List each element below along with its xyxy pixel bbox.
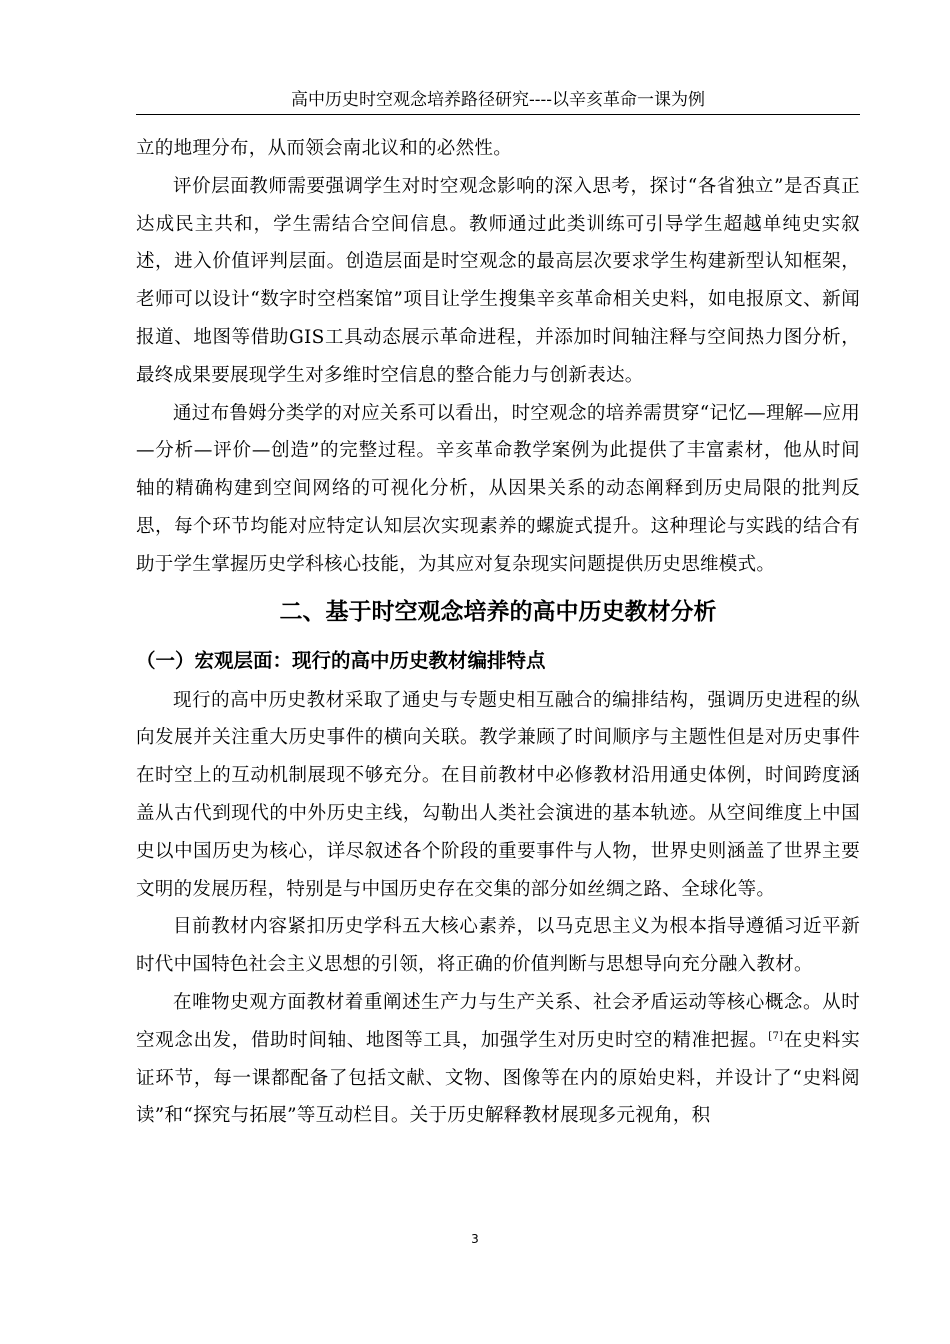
paragraph-continuation: 立的地理分布，从而领会南北议和的必然性。 <box>136 138 513 159</box>
subsection-heading: （一）宏观层面：现行的高中历史教材编排特点 <box>136 648 546 672</box>
paragraph-textbook-structure: 现行的高中历史教材采取了通史与专题史相互融合的编排结构，强调历史进程的纵向发展并关注重大历史事件的横向关联。教学兼顾了时间顺序与主题性但是对历史事件在时空上的互动机制展现不够充分。在目前教材中必修教材沿用通史体例，时间跨度涵盖从古代到现代的中外历史主线，勾勒出人类社会演进的基本轨迹。从空间维度上中国史以中国历史为核心，详尽叙述各个阶段的重要事件与人物，世界史则涵盖了世界主要文明的发展历程，特别是与中国历史存在交集的部分如丝绸之路、全球化等。 <box>136 689 860 900</box>
paragraph-core-literacy: 目前教材内容紧扣历史学科五大核心素养，以马克思主义为根本指导遵循习近平新时代中国特色社会主义思想的引领，将正确的价值判断与思想导向充分融入教材。 <box>136 916 860 976</box>
page-number: 3 <box>471 1232 479 1246</box>
paragraph-text-part: 在唯物史观方面教材着重阐述生产力与生产关系、社会矛盾运动等核心概念。从时空观念出发，借助时间轴、地图等工具，加强学生对历史时空的精准把握。 <box>136 991 860 1051</box>
body-text <box>136 130 860 1135</box>
header-rule <box>136 114 860 115</box>
paragraph-historical-materialism <box>136 984 860 1135</box>
section-heading: 二、基于时空观念培养的高中历史教材分析 <box>279 598 717 625</box>
running-header: 高中历史时空观念培养路径研究----以辛亥革命一课为例 <box>291 90 705 110</box>
paragraph-evaluation-creation: 评价层面教师需要强调学生对时空观念影响的深入思考，探讨“各省独立”是否真正达成民主共和，学生需结合空间信息。教师通过此类训练可引导学生超越单纯史实叙述，进入价值评判层面。创造层面是时空观念的最高层次要求学生构建新型认知框架，老师可以设计“数字时空档案馆”项目让学生搜集辛亥革命相关史料，如电报原文、新闻报道、地图等借助GIS工具动态展示革命进程，并添加时间轴注释与空间热力图分析，最终成果要展现学生对多维时空信息的整合能力与创新表达。 <box>136 175 860 386</box>
paragraph-bloom-taxonomy: 通过布鲁姆分类学的对应关系可以看出，时空观念的培养需贯穿“记忆—理解—应用—分析—评价—创造”的完整过程。辛亥革命教学案例为此提供了丰富素材，他从时间轴的精确构建到空间网络的可视化分析，从因果关系的动态阐释到历史局限的批判反思，每个环节均能对应特定认知层次实现素养的螺旋式提升。这种理论与实践的结合有助于学生掌握历史学科核心技能，为其应对复杂现实问题提供历史思维模式。 <box>136 402 860 575</box>
paragraph-text-part: 在史料实证环节，每一课都配备了包括文献、文物、图像等在内的原始史料，并设计了“史料阅读”和“探究与拓展”等互动栏目。关于历史解释教材展现多元视角，积 <box>136 1029 860 1127</box>
citation-reference: [7] <box>768 1030 784 1042</box>
